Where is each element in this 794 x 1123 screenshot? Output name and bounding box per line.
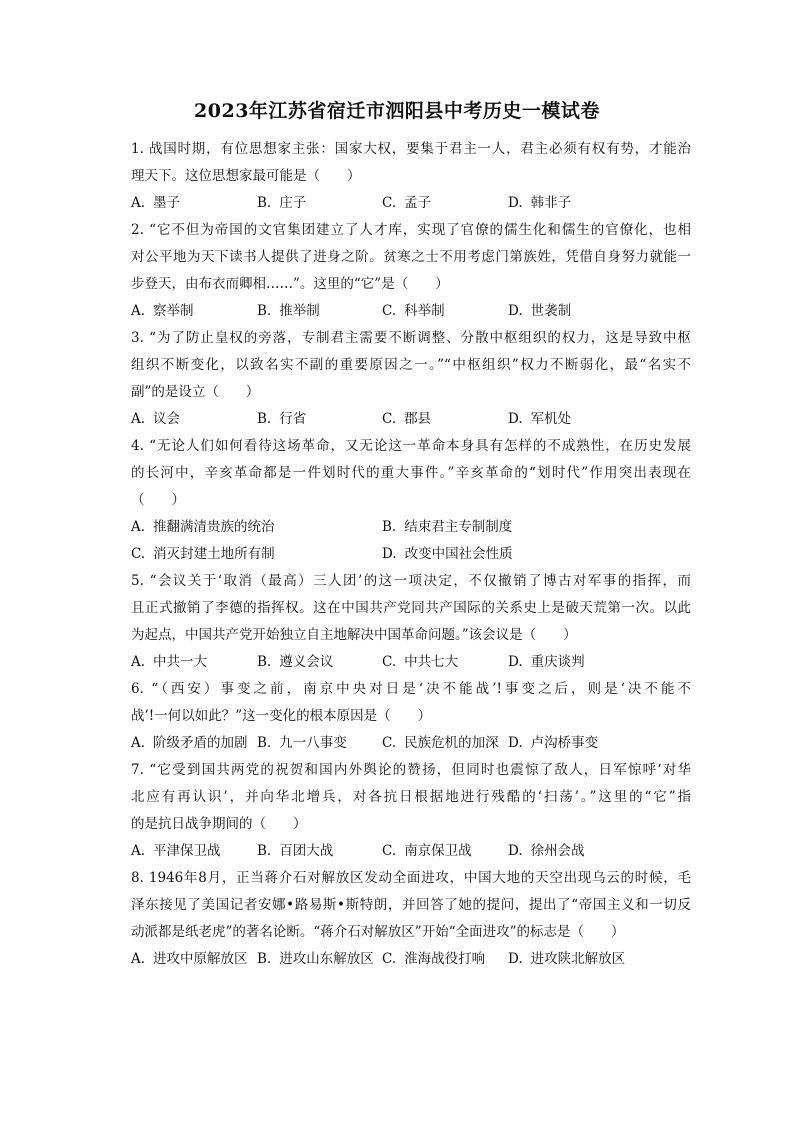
option-b — [257, 730, 347, 757]
option-text: 百团大战 — [279, 843, 334, 859]
option-label: C. — [382, 654, 397, 670]
option-b — [257, 190, 306, 217]
option-text: 军机处 — [530, 411, 572, 427]
option-text: 改变中国社会性质 — [404, 546, 513, 562]
option-text: 中共七大 — [404, 654, 459, 670]
option-text: 南京保卫战 — [404, 843, 472, 859]
question-stem-line: 4. “无论人们如何看待这场革命，又无论这一革命本身具有怎样的不成熟性，在历史发展 — [131, 438, 691, 454]
question-7 — [131, 757, 691, 865]
option-text: 推翻满清贵族的统治 — [153, 519, 275, 535]
option-label: B. — [257, 411, 272, 427]
option-b — [257, 649, 333, 676]
option-text: 消灭封建土地所有制 — [153, 546, 275, 562]
question-stem-line: 且正式撤销了李德的指挥权。这在中国共产党同共产国际的关系史上是破天荒第一次。以此 — [131, 600, 691, 616]
option-a — [131, 730, 248, 757]
option-label: B. — [382, 519, 397, 535]
option-c — [382, 190, 431, 217]
question-stem-line: 6. “（西安）事变之前，南京中央对日是‘决不能战’!事变之后，则是‘决不能不 — [131, 681, 691, 697]
option-label: D. — [508, 303, 523, 319]
question-stem-line: 1. 战国时期，有位思想家主张：国家大权，要集于君主一人，君主必须有权有势，才能治 — [131, 141, 691, 157]
option-label: A. — [131, 519, 146, 535]
option-text: 推举制 — [279, 303, 320, 319]
option-label: B. — [257, 303, 272, 319]
option-a — [131, 190, 180, 217]
question-stem-line: 步登天，由布衣而卿相……”。这里的“它”是（ ） — [131, 276, 449, 292]
options-row — [131, 730, 691, 757]
options-row — [131, 838, 691, 865]
question-stem-line: 理天下。这位思想家最可能是（ ） — [131, 168, 361, 184]
option-text: 淮海战役打响 — [404, 951, 486, 967]
option-text: 结束君主专制制度 — [404, 519, 513, 535]
option-text: 进攻山东解放区 — [279, 951, 374, 967]
option-text: 民族危机的加深 — [404, 735, 499, 751]
option-label: D. — [382, 546, 397, 562]
option-label: D. — [508, 735, 523, 751]
option-label: C. — [131, 546, 146, 562]
option-b — [257, 298, 320, 325]
option-text: 孟子 — [404, 195, 432, 211]
option-label: D. — [508, 654, 523, 670]
option-c — [382, 946, 485, 973]
option-c — [382, 649, 458, 676]
option-text: 平津保卫战 — [153, 843, 221, 859]
option-label: D. — [508, 951, 523, 967]
option-label: D. — [508, 411, 523, 427]
option-text: 卢沟桥事变 — [530, 735, 599, 751]
option-d — [508, 838, 585, 865]
option-text: 庄子 — [279, 195, 307, 211]
option-d — [508, 730, 598, 757]
option-d — [508, 946, 625, 973]
option-text: 韩非子 — [530, 195, 572, 211]
question-stem-line: 泽东接见了美国记者安娜•路易斯•斯特朗，并回答了她的提问，提出了“帝国主义和一切反 — [131, 897, 691, 913]
question-stem-line: 副”的是设立（ ） — [131, 384, 260, 400]
option-d — [508, 406, 571, 433]
option-d — [508, 298, 571, 325]
question-stem-line: （ ） — [131, 492, 185, 508]
option-c — [382, 298, 445, 325]
option-text: 阶级矛盾的加剧 — [153, 735, 248, 751]
question-stem-line: 8. 1946年8月，正当蒋介石对解放区发动全面进攻，中国大地的天空出现乌云的时候，毛 — [131, 870, 691, 886]
option-d — [508, 190, 571, 217]
option-text: 行省 — [279, 411, 307, 427]
option-text: 议会 — [153, 411, 181, 427]
option-c — [382, 838, 472, 865]
options-row — [131, 541, 691, 568]
question-stem-line: 对公平地为天下读书人提供了进身之阶。贫寒之士不用考虑门第族姓，凭借自身努力就能一 — [131, 249, 691, 265]
question-list — [131, 136, 691, 973]
options-row — [131, 514, 691, 541]
option-a — [131, 838, 221, 865]
options-row — [131, 649, 691, 676]
option-label: A. — [131, 411, 146, 427]
option-a — [131, 406, 180, 433]
option-label: A. — [131, 951, 146, 967]
option-label: C. — [382, 303, 397, 319]
option-a — [131, 946, 248, 973]
option-c — [131, 541, 275, 568]
question-stem-line: 北应有再认识’，并向华北增兵，对各抗日根据地进行残酷的‘扫荡’。”这里的“它”指 — [131, 789, 691, 805]
option-label: A. — [131, 195, 146, 211]
option-d — [382, 541, 513, 568]
option-text: 察举制 — [153, 303, 194, 319]
option-label: A. — [131, 654, 146, 670]
option-a — [131, 514, 275, 541]
option-label: A. — [131, 303, 146, 319]
option-label: A. — [131, 735, 146, 751]
option-label: D. — [508, 195, 523, 211]
question-4 — [131, 433, 691, 568]
option-label: C. — [382, 951, 397, 967]
options-row — [131, 946, 691, 973]
option-b — [382, 514, 512, 541]
options-row — [131, 298, 691, 325]
option-label: B. — [257, 654, 272, 670]
options-row — [131, 406, 691, 433]
option-label: B. — [257, 735, 272, 751]
option-label: B. — [257, 195, 272, 211]
option-text: 中共一大 — [153, 654, 208, 670]
question-1 — [131, 136, 691, 217]
question-stem-line: 为起点，中国共产党开始独立自主地解决中国革命问题。”该会议是（ ） — [131, 627, 577, 643]
option-text: 徐州会战 — [530, 843, 585, 859]
option-a — [131, 298, 194, 325]
option-label: B. — [257, 843, 272, 859]
option-label: C. — [382, 843, 397, 859]
question-stem-line: 2. “它不但为帝国的文官集团建立了人才库，实现了官僚的儒生化和儒生的官僚化，也相 — [131, 222, 691, 238]
option-b — [257, 946, 374, 973]
page-title: 2023年江苏省宿迁市泗阳县中考历史一模试卷 — [194, 100, 600, 122]
option-text: 遵义会议 — [279, 654, 334, 670]
option-label: A. — [131, 843, 146, 859]
question-5 — [131, 568, 691, 676]
question-stem-line: 3. “为了防止皇权的旁落，专制君主需要不断调整、分散中枢组织的权力，这是导致中枢 — [131, 330, 691, 346]
option-b — [257, 406, 306, 433]
option-text: 郡县 — [404, 411, 432, 427]
question-2 — [131, 217, 691, 325]
question-stem-line: 5. “会议关于‘取消（最高）三人团’的这一项决定，不仅撤销了博古对军事的指挥，而 — [131, 573, 691, 589]
option-label: C. — [382, 195, 397, 211]
question-8 — [131, 865, 691, 973]
option-text: 进攻中原解放区 — [153, 951, 248, 967]
options-row — [131, 190, 691, 217]
option-label: C. — [382, 411, 397, 427]
option-text: 墨子 — [153, 195, 181, 211]
question-3 — [131, 325, 691, 433]
option-label: D. — [508, 843, 523, 859]
option-text: 科举制 — [404, 303, 445, 319]
option-b — [257, 838, 333, 865]
option-text: 重庆谈判 — [530, 654, 585, 670]
option-label: B. — [257, 951, 272, 967]
question-stem-line: 的是抗日战争期间的（ ） — [131, 816, 307, 832]
option-label: C. — [382, 735, 397, 751]
question-stem-line: 战’!一何以如此？”这一变化的根本原因是（ ） — [131, 708, 432, 724]
question-stem-line: 7. “它受到国共两党的祝贺和国内外舆论的赞扬，但同时也震惊了敌人，日军惊呼‘对华 — [131, 762, 691, 778]
option-a — [131, 649, 207, 676]
option-d — [508, 649, 585, 676]
question-stem-line: 动派都是纸老虎”的著名论断。“蒋介石对解放区”开始“全面进攻”的标志是（ ） — [131, 924, 625, 940]
option-c — [382, 730, 499, 757]
option-text: 世袭制 — [530, 303, 572, 319]
option-c — [382, 406, 431, 433]
question-stem-line: 组织不断变化，以致名实不副的重要原因之一。”“中枢组织”权力不断弱化，最“名实不 — [131, 357, 691, 373]
question-6 — [131, 676, 691, 757]
option-text: 进攻陕北解放区 — [530, 951, 626, 967]
question-stem-line: 的长河中，辛亥革命都是一件划时代的重大事件。”辛亥革命的“划时代”作用突出表现在 — [131, 465, 691, 481]
option-text: 九一八事变 — [279, 735, 347, 751]
